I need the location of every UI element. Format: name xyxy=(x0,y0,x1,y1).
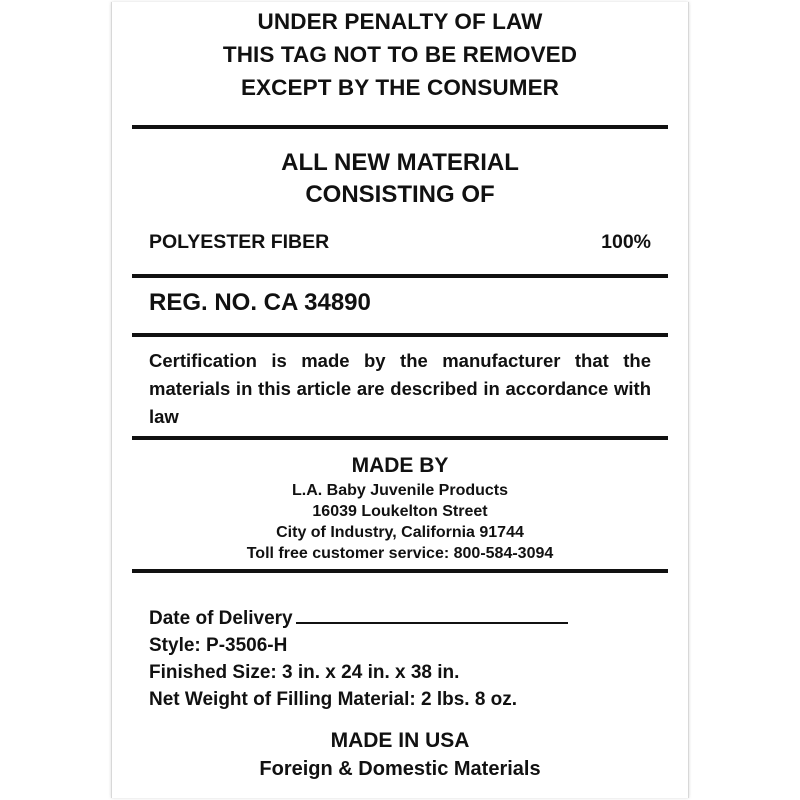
fiber-content-row xyxy=(132,231,668,254)
manufacturer-name: L.A. Baby Juvenile Products xyxy=(291,482,509,499)
manufacturer xyxy=(132,452,668,564)
origin xyxy=(132,727,668,783)
manufacturer-street: 16039 Loukelton Street xyxy=(312,503,488,520)
divider-2 xyxy=(132,274,668,278)
delivery-date-line xyxy=(132,605,668,632)
law-label-tag xyxy=(111,2,689,798)
divider-1 xyxy=(132,125,668,129)
law-notice-line-1: UNDER PENALTY OF LAW xyxy=(257,9,543,34)
delivery-date-label: Date of Delivery xyxy=(149,608,293,629)
registration-number: REG. NO. CA 34890 xyxy=(149,289,371,316)
manufacturer-phone: Toll free customer service: 800-584-3094 xyxy=(246,545,554,562)
style-line: Style: P-3506-H xyxy=(149,635,288,656)
material-line-1: ALL NEW MATERIAL xyxy=(281,149,519,176)
divider-4 xyxy=(132,436,668,440)
manufacturer-title: MADE BY xyxy=(351,454,449,477)
finished-size-line: Finished Size: 3 in. x 24 in. x 38 in. xyxy=(149,662,460,683)
divider-3 xyxy=(132,333,668,337)
law-notice-line-2: THIS TAG NOT TO BE REMOVED xyxy=(222,42,578,67)
certification xyxy=(132,347,668,431)
product-details xyxy=(132,605,668,713)
fiber-percent: 100% xyxy=(601,231,651,253)
certification-text: Certification is made by the manufacturer that the materials in this article are described in accordance with law xyxy=(149,350,651,427)
material-heading xyxy=(132,147,668,211)
registration xyxy=(132,289,668,317)
origin-title: MADE IN USA xyxy=(330,729,470,752)
manufacturer-city: City of Industry, California 91744 xyxy=(276,524,524,541)
fiber-name: POLYESTER FIBER xyxy=(149,231,330,253)
divider-5 xyxy=(132,569,668,573)
law-notice-line-3: EXCEPT BY THE CONSUMER xyxy=(240,75,560,100)
law-notice xyxy=(132,5,668,104)
net-weight-line: Net Weight of Filling Material: 2 lbs. 8 oz. xyxy=(149,689,518,710)
delivery-date-blank xyxy=(296,606,568,624)
material-line-2: CONSISTING OF xyxy=(305,181,495,208)
origin-subtitle: Foreign & Domestic Materials xyxy=(259,758,541,780)
